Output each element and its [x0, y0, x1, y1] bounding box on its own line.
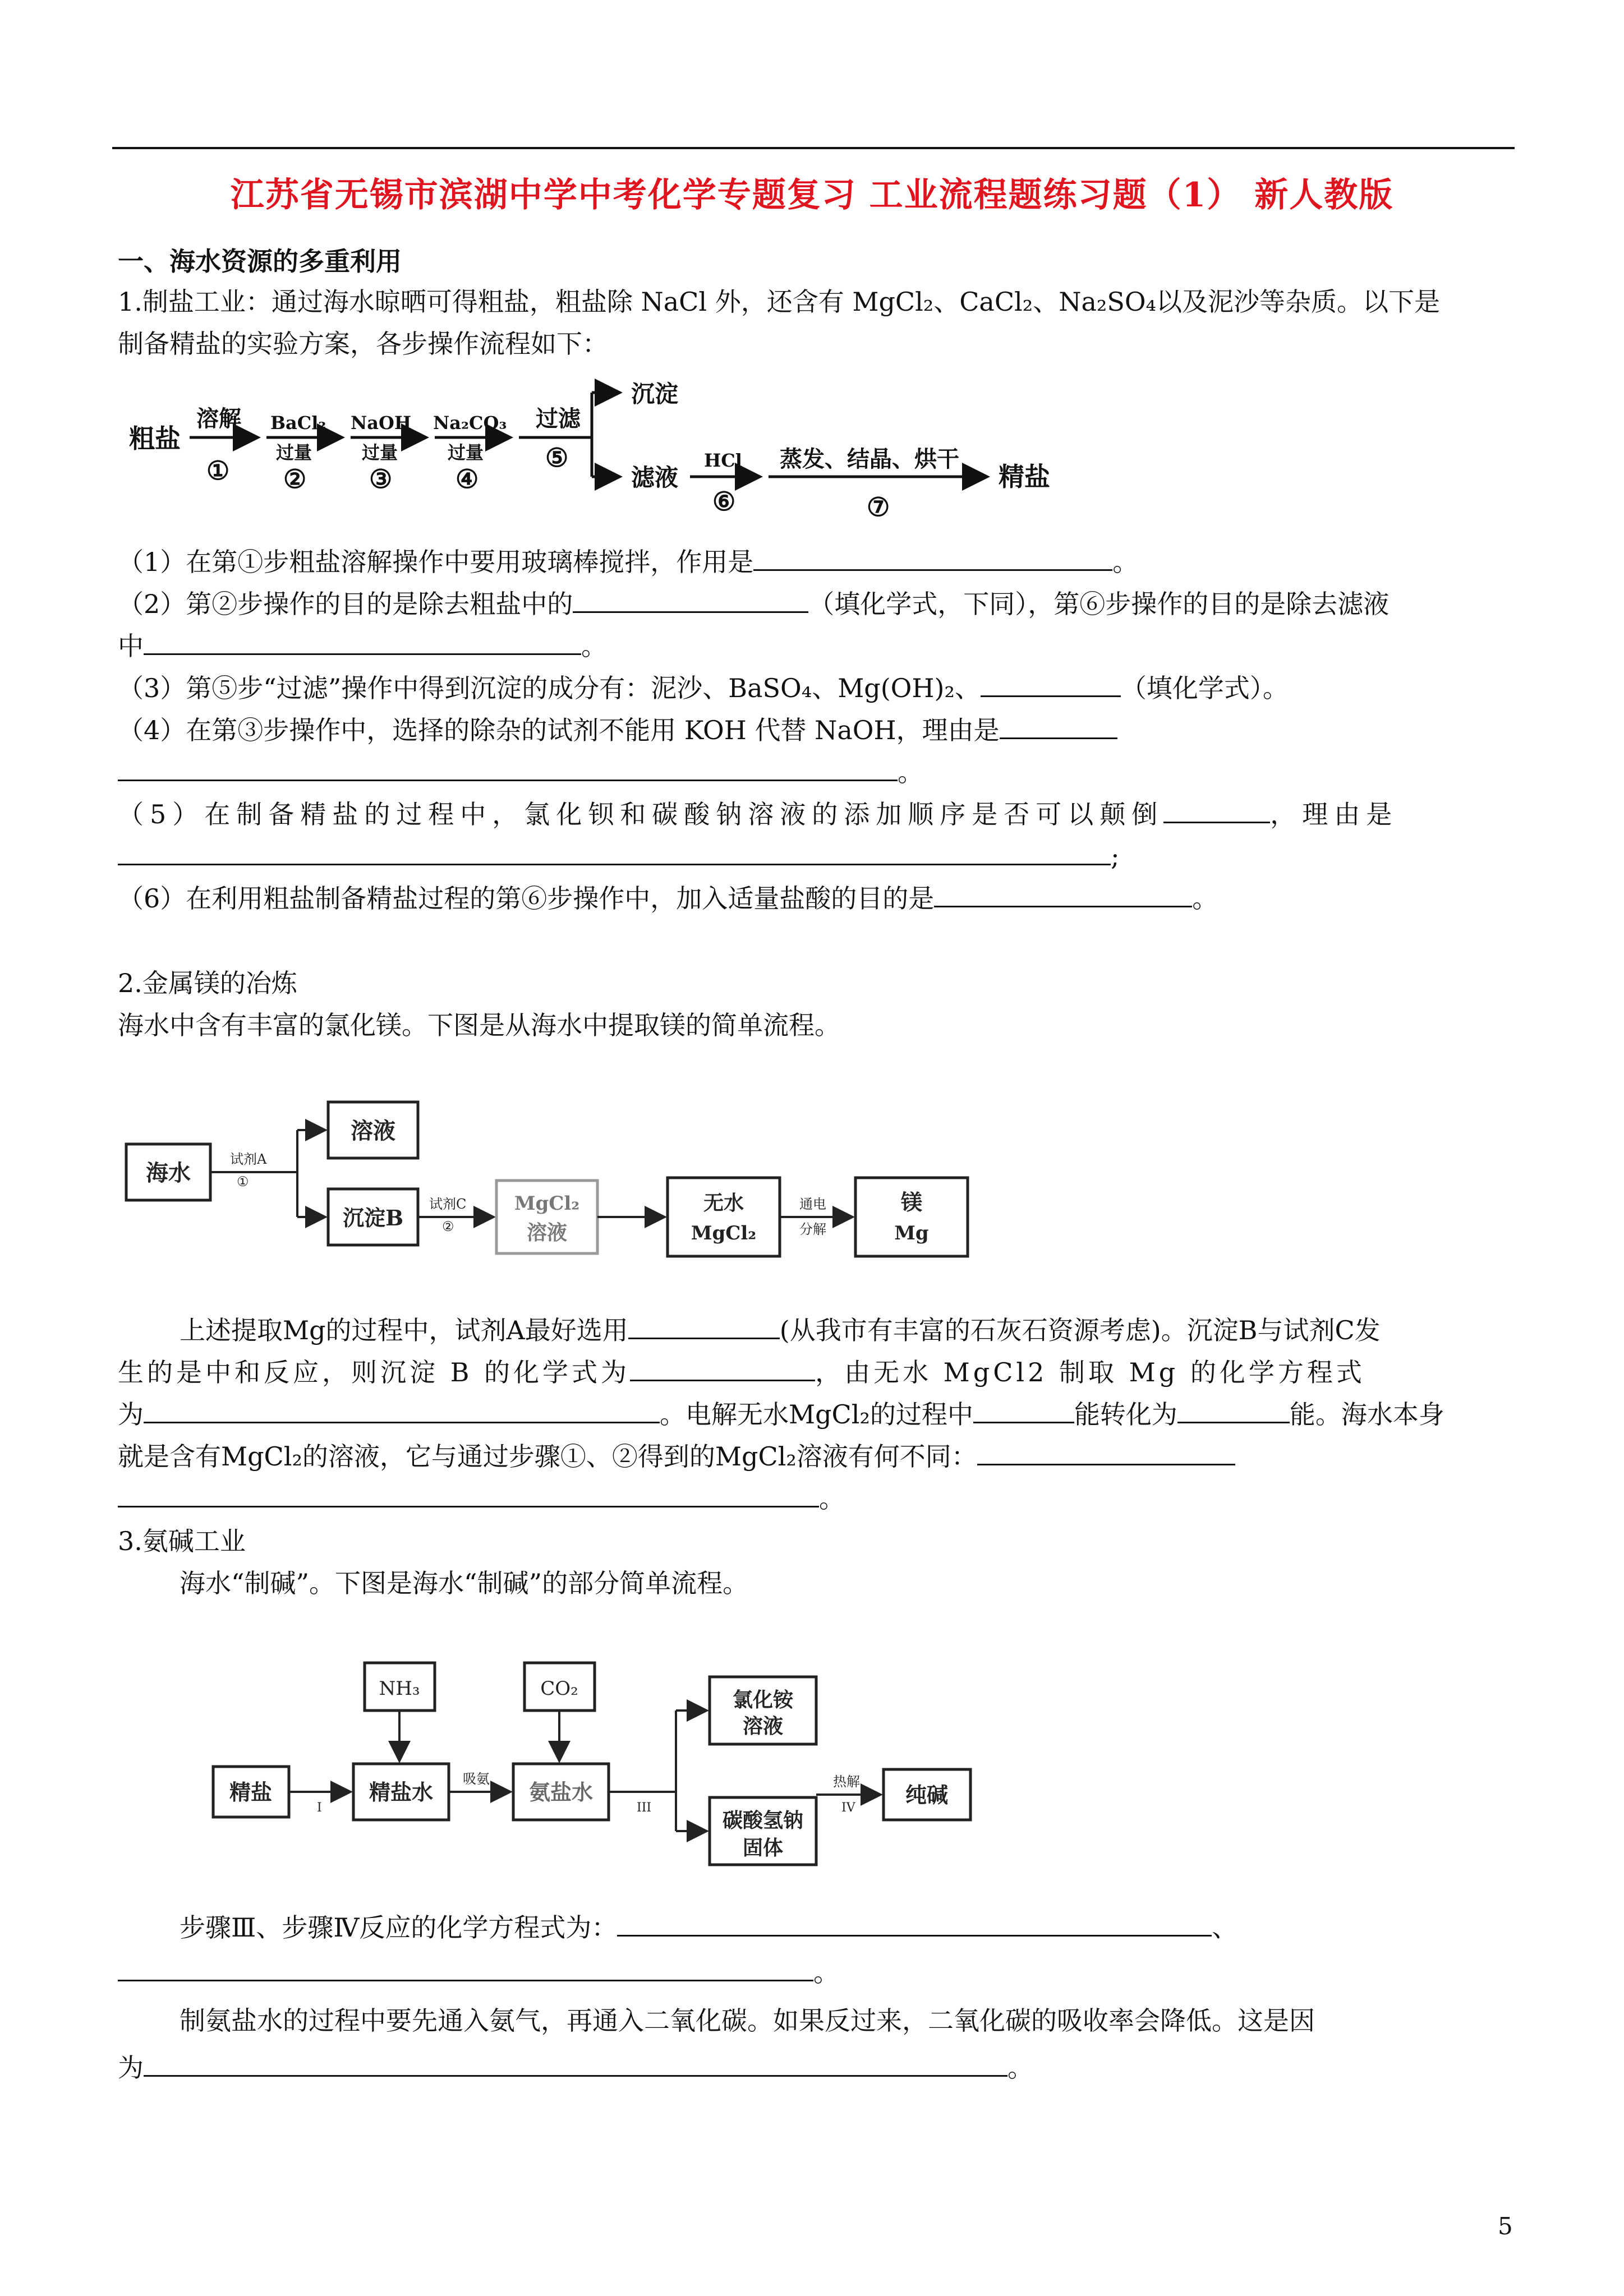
label-mg-2: Mg [894, 1222, 929, 1244]
flow-excess-2: 过量 [276, 442, 312, 463]
answer-blank-q3-1[interactable] [617, 1912, 1212, 1937]
flow-step-1: ① [206, 455, 230, 486]
page-title: 江苏省无锡市滨湖中学中考化学专题复习 工业流程题练习题（1） 新人教版 [230, 176, 1394, 215]
label-ammonia-brine: 氨盐水 [528, 1779, 594, 1805]
answer-blank-q2-1[interactable] [628, 1315, 780, 1339]
section-heading-1: 一、海水资源的多重利用 [118, 246, 402, 276]
flow-dissolve: 溶解 [196, 405, 241, 432]
answer-blank-2b[interactable] [144, 631, 581, 655]
label-soda: 纯碱 [905, 1782, 949, 1808]
q1-sub5: （5）在制备精盐的过程中，氯化钡和碳酸钠溶液的添加顺序是否可以颠倒 ，理由是 [118, 799, 1398, 829]
label-seawater: 海水 [146, 1160, 191, 1186]
q2-line4: 就是含有MgCl₂的溶液，它与通过步骤①、②得到的MgCl₂溶液有何不同： [118, 1441, 1235, 1469]
q1-intro-line1: 1.制盐工业：通过海水晾晒可得粗盐，粗盐除 NaCl 外，还含有 MgCl₂、CaCl₂、Na₂SO₄以及泥沙等杂质。以下是 [118, 287, 1440, 317]
label-reagent-a: 试剂A [230, 1151, 267, 1167]
flow-step-5: ⑤ [545, 442, 569, 473]
answer-blank-2a[interactable] [573, 589, 808, 613]
flow-pure-salt: 精盐 [999, 462, 1050, 492]
q1-sub4: （4）在第③步操作中，选择的除杂的试剂不能用 KOH 代替 NaOH，理由是 [118, 715, 1117, 743]
ammonia-soda-flow [202, 1640, 1015, 1876]
label-step-4: IV [841, 1801, 855, 1815]
flow-step-3: ③ [369, 464, 393, 494]
label-solution: 溶液 [351, 1118, 395, 1144]
flow-step-4: ④ [456, 464, 479, 494]
q1-sub2: （2）第②步操作的目的是除去粗盐中的 （填化学式，下同），第⑥步操作的目的是除去滤液 [118, 589, 1390, 619]
label-mg-1: 镁 [900, 1190, 923, 1215]
label-step-3: III [637, 1801, 652, 1815]
label-nh4cl-1: 氯化铵 [732, 1688, 794, 1712]
label-co2: CO₂ [540, 1677, 578, 1700]
label-heat: 热解 [833, 1774, 860, 1790]
header-rule [112, 147, 1515, 149]
q2-line3: 为 。电解无水MgCl₂的过程中 能转化为 能。海水本身 [118, 1399, 1444, 1430]
answer-blank-q2-7[interactable] [118, 1483, 819, 1507]
label-anhydrous-1: 无水 [703, 1191, 744, 1215]
label-brine: 精盐水 [369, 1779, 434, 1805]
flow-filtrate: 滤液 [631, 464, 679, 491]
label-mgcl2-sol-1: MgCl₂ [514, 1192, 580, 1215]
q2-line1: 上述提取Mg的过程中，试剂A最好选用 (从我市有丰富的石灰石资源考虑)。沉淀B与试剂C发 [180, 1315, 1381, 1345]
answer-blank-q2-4[interactable] [973, 1399, 1074, 1423]
answer-blank-q2-2[interactable] [630, 1357, 815, 1381]
flow-step-6: ⑥ [712, 486, 736, 517]
label-salt: 精盐 [229, 1779, 273, 1805]
flow-crude-salt: 粗盐 [129, 423, 181, 454]
q3-line1: 步骤Ⅲ、步骤Ⅳ反应的化学方程式为： 、 [180, 1912, 1238, 1943]
flow-precipitate: 沉淀 [631, 380, 679, 408]
q3-heading: 3.氨碱工业 [118, 1526, 246, 1556]
q3-intro: 海水“制碱”。下图是海水“制碱”的部分简单流程。 [180, 1568, 749, 1598]
flow-hcl: HCl [704, 450, 742, 471]
q1-sub4-cont: 。 [118, 757, 923, 785]
label-circle-2: ② [442, 1219, 454, 1234]
flow-bacl2: BaCl₂ [270, 412, 326, 434]
q2-heading: 2.金属镁的冶炼 [118, 968, 297, 998]
answer-blank-4a[interactable] [1000, 715, 1117, 739]
answer-blank-q2-3[interactable] [144, 1399, 660, 1423]
page-number: 5 [1498, 2212, 1513, 2240]
answer-blank-1[interactable] [753, 547, 1112, 571]
q1-sub6: （6）在利用粗盐制备精盐过程的第⑥步操作中，加入适量盐酸的目的是 。 [118, 883, 1218, 914]
q1-intro-line2: 制备精盐的实验方案，各步操作流程如下： [118, 329, 608, 359]
q3-line4: 为 。 [118, 2053, 1033, 2083]
flow-step-2: ② [283, 464, 307, 494]
label-anhydrous-2: MgCl₂ [691, 1222, 757, 1244]
label-step-1: I [317, 1801, 322, 1815]
label-circle-1: ① [237, 1174, 249, 1190]
answer-blank-5a[interactable] [1163, 799, 1270, 823]
answer-blank-6[interactable] [934, 883, 1192, 907]
label-nh3: NH₃ [379, 1677, 420, 1700]
flow-step-7: ⑦ [867, 492, 890, 522]
label-precip-b: 沉淀B [342, 1205, 404, 1230]
label-decompose: 分解 [799, 1221, 826, 1237]
answer-blank-3[interactable] [981, 673, 1121, 697]
q3-line3: 制氨盐水的过程中要先通入氨气，再通入二氧化碳。如果反过来，二氧化碳的吸收率会降低。这是因 [180, 2005, 1315, 2036]
label-nahco3-2: 固体 [742, 1836, 784, 1860]
flow-filter: 过滤 [536, 405, 581, 432]
label-nh4cl-2: 溶液 [742, 1714, 784, 1738]
flow-naoh: NaOH [351, 412, 412, 434]
label-electrify: 通电 [799, 1196, 826, 1212]
flow-evaporate: 蒸发、结晶、烘干 [780, 446, 959, 472]
q1-sub5-cont: ; [118, 841, 1120, 869]
answer-blank-q2-5[interactable] [1177, 1399, 1290, 1423]
box-anhydrous-mgcl2 [668, 1178, 780, 1256]
magnesium-flow [112, 1068, 987, 1304]
answer-blank-4b[interactable] [118, 757, 898, 781]
answer-blank-q2-6[interactable] [977, 1441, 1235, 1465]
label-reagent-c: 试剂C [429, 1196, 467, 1212]
flow-excess-4: 过量 [448, 442, 484, 463]
flow-excess-3: 过量 [362, 442, 398, 463]
answer-blank-q3-3[interactable] [144, 2053, 1007, 2077]
q2-line5: 。 [118, 1483, 845, 1511]
answer-blank-5b[interactable] [118, 841, 1111, 865]
label-absorb: 吸氨 [463, 1771, 490, 1787]
salt-purification-flow [112, 370, 1178, 533]
q1-sub2-cont: 中 。 [118, 631, 607, 661]
q1-sub3: （3）第⑤步“过滤”操作中得到沉淀的成分有：泥沙、BaSO₄、Mg(OH)₂、 （填化学式）。 [118, 673, 1289, 703]
q1-sub1: （1）在第①步粗盐溶解操作中要用玻璃棒搅拌，作用是 。 [118, 547, 1139, 577]
q3-line2: 。 [118, 1957, 839, 1985]
flow-na2co3: Na₂CO₃ [433, 412, 507, 434]
q2-intro: 海水中含有丰富的氯化镁。下图是从海水中提取镁的简单流程。 [118, 1010, 840, 1040]
answer-blank-q3-2[interactable] [118, 1957, 813, 1981]
q2-line2: 生的是中和反应，则沉淀 B 的化学式为 ，由无水 MgCl2 制取 Mg 的化学方程式 [118, 1357, 1365, 1387]
label-nahco3-1: 碳酸氢钠 [722, 1809, 804, 1832]
label-mgcl2-sol-2: 溶液 [526, 1221, 568, 1244]
